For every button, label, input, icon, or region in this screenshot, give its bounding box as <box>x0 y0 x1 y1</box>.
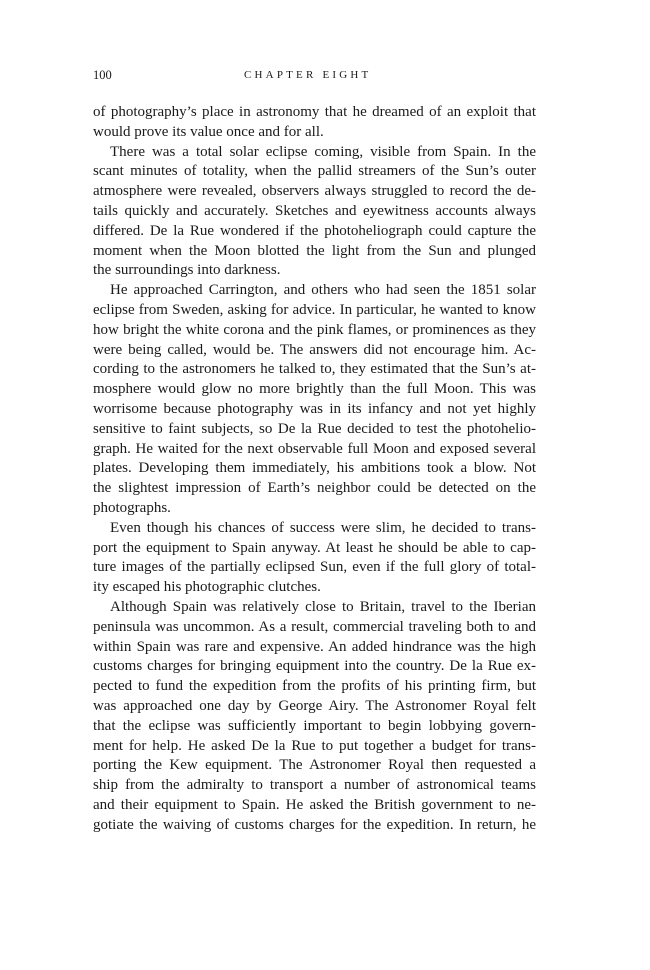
text-line: differed. De la Rue wondered if the photoheliograph could capture the <box>93 222 536 239</box>
text-line: were being called, would be. The answers did not encourage him. Ac- <box>93 341 536 358</box>
text-line: mosphere would glow no more brightly than the full Moon. This was <box>93 381 536 398</box>
text-line: pected to fund the expedition from the profits of his printing firm, but <box>93 678 536 695</box>
text-line: tails quickly and accurately. Sketches and eyewitness accounts always <box>93 202 536 219</box>
text-line: sensitive to faint subjects, so De la Rue decided to test the photohelio- <box>93 420 536 437</box>
paragraph <box>93 519 536 598</box>
text-line: would prove its value once and for all. <box>93 123 324 140</box>
text-line: scant minutes of totality, when the pallid streamers of the Sun’s outer <box>93 163 536 180</box>
text-line: gotiate the waiving of customs charges for the expedition. In return, he <box>93 816 536 833</box>
text-line: peninsula was uncommon. As a result, commercial traveling both to and <box>93 618 536 635</box>
text-line: ture images of the partially eclipsed Sun, even if the full glory of total- <box>93 559 536 576</box>
text-line: and their equipment to Spain. He asked the British government to ne- <box>93 796 536 813</box>
text-line: port the equipment to Spain anyway. At least he should be able to cap- <box>93 539 536 556</box>
text-line: was approached one day by George Airy. The Astronomer Royal felt <box>93 697 536 714</box>
text-line: of photography’s place in astronomy that he dreamed of an exploit that <box>93 104 536 120</box>
text-line: plates. Developing them immediately, his ambitions took a blow. Not <box>93 460 536 477</box>
text-line: that the eclipse was sufficiently important to begin lobbying govern- <box>93 717 536 734</box>
paragraph <box>93 598 536 836</box>
paragraph <box>93 103 536 143</box>
text-line: moment when the Moon blotted the light from the Sun and plunged <box>93 242 536 259</box>
text-line: eclipse from Sweden, asking for advice. In particular, he wanted to know <box>93 301 536 318</box>
text-line: the slightest impression of Earth’s neighbor could be detected on the <box>93 480 536 497</box>
paragraph <box>93 143 536 282</box>
text-line: within Spain was rare and expensive. An added hindrance was the high <box>93 638 536 655</box>
paragraph <box>93 281 536 519</box>
page-header <box>93 68 536 86</box>
text-line: porting the Kew equipment. The Astronomer Royal then requested a <box>93 757 536 774</box>
text-line: ship from the admiralty to transport a number of astronomical teams <box>93 777 536 794</box>
text-line: the surroundings into darkness. <box>93 262 281 279</box>
text-line: There was a total solar eclipse coming, visible from Spain. In the <box>110 143 536 160</box>
text-line: He approached Carrington, and others who had seen the 1851 solar <box>110 282 536 299</box>
text-line: ity escaped his photographic clutches. <box>93 579 321 596</box>
text-line: Even though his chances of success were slim, he decided to trans- <box>110 519 536 536</box>
running-head: CHAPTER EIGHT <box>244 69 372 81</box>
text-line: how bright the white corona and the pink flames, or prominences as they <box>93 321 536 338</box>
text-line: graph. He waited for the next observable full Moon and exposed several <box>93 440 536 457</box>
text-line: atmosphere were revealed, observers always struggled to record the de- <box>93 183 536 200</box>
text-line: ment for help. He asked De la Rue to put together a budget for trans- <box>93 737 536 754</box>
page-number: 100 <box>93 68 112 82</box>
text-line: photographs. <box>93 499 171 516</box>
text-line: cording to the astronomers he talked to, they estimated that the Sun’s at- <box>93 361 536 378</box>
text-line: worrisome because photography was in its infancy and not yet highly <box>93 400 536 417</box>
text-line: Although Spain was relatively close to Britain, travel to the Iberian <box>110 598 536 615</box>
text-line: customs charges for bringing equipment into the country. De la Rue ex- <box>93 658 536 675</box>
body-text <box>93 103 536 835</box>
